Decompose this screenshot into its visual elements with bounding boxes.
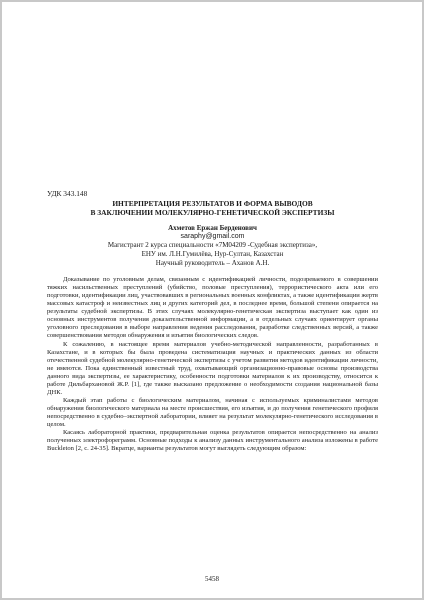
author-university: ЕНУ им. Л.Н.Гумилёва, Нур-Султан, Казахстан [141,249,284,258]
author-email: saraphy@gmail.com [180,232,245,240]
paragraph-1: Доказывание по уголовным делам, связанным с идентификацией личности, подозреваемого в совершении тяжких насильственных преступлений (убийство, половые преступления), террористического акта или его подготовки, идентификации лиц, участвовавших в региональных военных конфликтах, а также идентификации жертв массовых катастроф и неизвестных лиц и других категорий дел, в последнее время, большой степени опирается на результаты судебной экспертизы. В этих случаях молекулярно-генетическая экспертиза выступает как один из основных инструментов получения доказательственной информации, а в отдельных случаях ориентирует органы уголовного преследования в выборе направления ведения расследования, разработке следственных версий, а также совершенствования методов обнаружения и изъятия биологических следов. [47,276,378,340]
article-title-line-2: В ЗАКЛЮЧЕНИИ МОЛЕКУЛЯРНО-ГЕНЕТИЧЕСКОЙ ЭКСПЕРТИЗЫ [90,207,335,217]
supervisor: Научный руководитель – Аханов А.Н. [155,258,270,267]
paragraph-2: К сожалению, в настоящее время материалов учебно-методической направленности, разработанных в Казахстане, и в которых бы была проведена систематизация научных и практических данных из области отечественной судебной молекулярно-генетической экспертизы с учетом развития методов идентификации личности, не имеются. Пока единственный известный труд, охватывающий организационно-правовые основы производства данного вида экспертизы, ее характеристику, особенности подготовки материалов к их производству, относится к работе Дильбархановой Ж.Р. [1], где также высказано предложение о необходимости создания национальной базы ДНК. [47,340,378,396]
article-title-line-1: ИНТЕРПРЕТАЦИЯ РЕЗУЛЬТАТОВ И ФОРМА ВЫВОДОВ [112,199,313,208]
article-body [47,276,378,453]
page-number: 5458 [205,575,219,583]
author-name: Ахметов Ержан Берденович [168,224,257,233]
paragraph-4: Касаясь лабораторной практики, предварительная оценка результатов опирается непосредственно на анализ полученных электрофореграмм. Основные подходы к анализу данных инструментального анализа изложены в работе Buckleton [2, с. 24-35]. Вкратце, варианты результатов могут выглядеть следующим образом: [47,429,378,453]
author-position: Магистрант 2 курса специальности «7М04209 -Судебная экспертиза», [107,241,318,250]
article-content [47,189,378,453]
author-block [47,224,378,267]
udk-code: УДК 343.148 [47,189,88,198]
paragraph-3: Каждый этап работы с биологическим материалом, начиная с используемых криминалистами методов обнаружения биологического материала на месте происшествия, его изъятия, и до получения генетического профиля непосредственно в судебно–экспертной лаборатории, влияет на результат молекулярно-генетического исследования в целом. [47,396,378,428]
